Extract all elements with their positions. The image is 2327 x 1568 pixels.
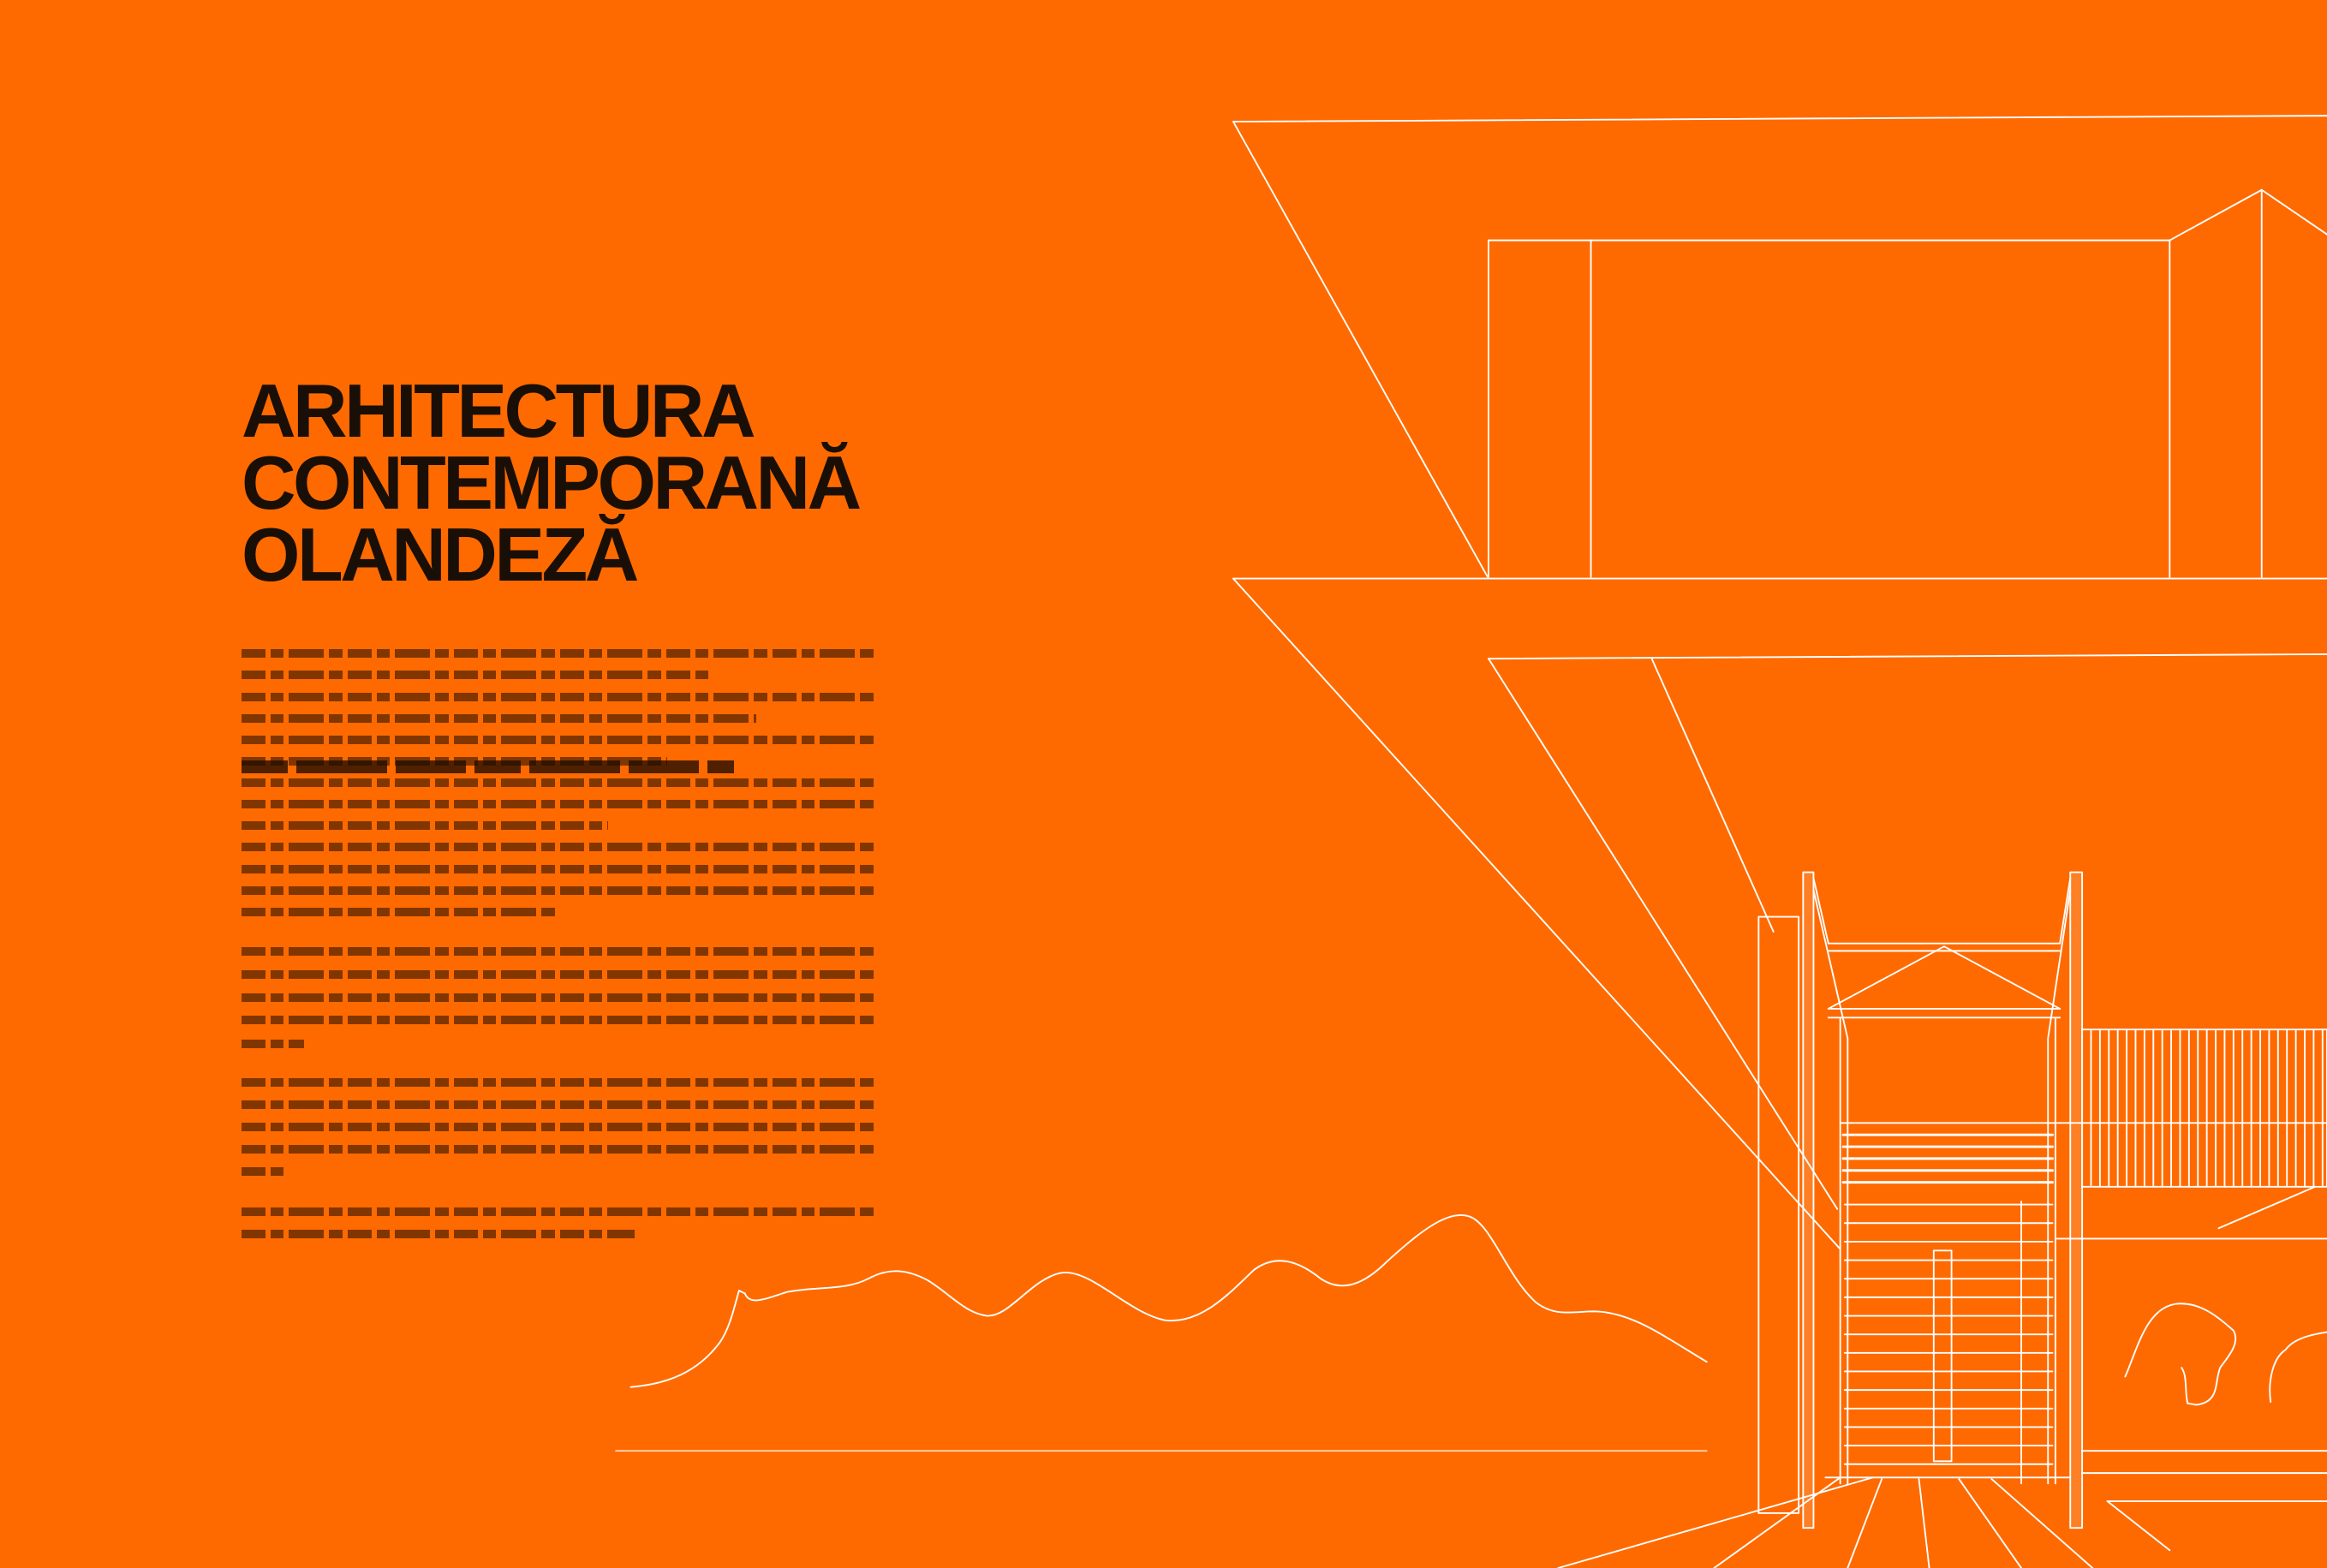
tower-brace [2060,878,2070,943]
body-text-line [242,1230,635,1238]
perspective-ray [1558,1477,1872,1568]
box-outline [1489,241,2169,579]
body-text-line [242,821,608,830]
body-text-line [242,908,556,916]
body-text-line [242,1016,875,1024]
railing-frame [2082,1029,2327,1187]
body-text-line [242,671,713,679]
body-text-line [242,1207,875,1216]
body-text-line [242,800,875,808]
upper-slab [1233,116,2327,578]
body-text-line [242,1167,289,1176]
body-text-line [242,1100,875,1109]
perspective-ray [1959,1479,2021,1568]
body-text-line [242,736,875,744]
body-text-line [242,886,875,895]
perspective-ray [1991,1479,2092,1568]
tower-panel [1758,917,1799,1513]
box-roof [2169,190,2327,241]
body-text-line [242,993,875,1002]
body-text-line [242,693,875,701]
stair-stringer [1934,1250,1952,1461]
perspective-ray [1714,1477,1840,1568]
body-text [242,0,875,1568]
tower-post [2070,873,2082,1529]
slab-diagonal [1652,659,1774,932]
slab-diagonal [1489,659,1837,1209]
title-line: OLANDEZĂ [242,512,636,597]
staircase [1843,1135,2052,1464]
ground-edge [2108,1501,2170,1550]
body-text-line [242,778,875,787]
body-text-line [242,714,756,723]
upper-box [1489,190,2327,579]
slab-diagonal [1233,579,1841,1249]
lower-slab [1233,579,2327,1249]
body-text-line [242,970,875,979]
tower-gable [1829,946,2060,1009]
tower-brace [2048,890,2070,1483]
body-text-heading-overlay [242,760,734,773]
body-text-line [242,1040,304,1048]
body-text-line [242,1145,875,1154]
tower-brace [1813,890,1847,1483]
body-text-line [242,1078,875,1087]
title-line: CONTEMPORANĂ [242,440,859,525]
body-text-line [242,843,875,851]
slab-edge [1489,654,2327,659]
tower-brace [1813,878,1828,943]
body-text-line [242,865,875,873]
perspective-ray [1847,1479,1882,1568]
body-text-line [242,1123,875,1131]
railing [1841,1029,2327,1238]
tree-outline [2125,1303,2235,1404]
body-text-line [242,947,875,956]
slab-diagonal [1233,122,1489,579]
body-text-line [242,649,875,658]
tower [1758,873,2082,1529]
perspective-ray [1918,1479,1929,1568]
tower-post [1803,873,1813,1529]
title-line: ARHITECTURA [242,368,754,453]
railing-brace [2219,1187,2316,1229]
slab-top-edge [1233,116,2327,122]
tree-outline [2270,1333,2327,1402]
